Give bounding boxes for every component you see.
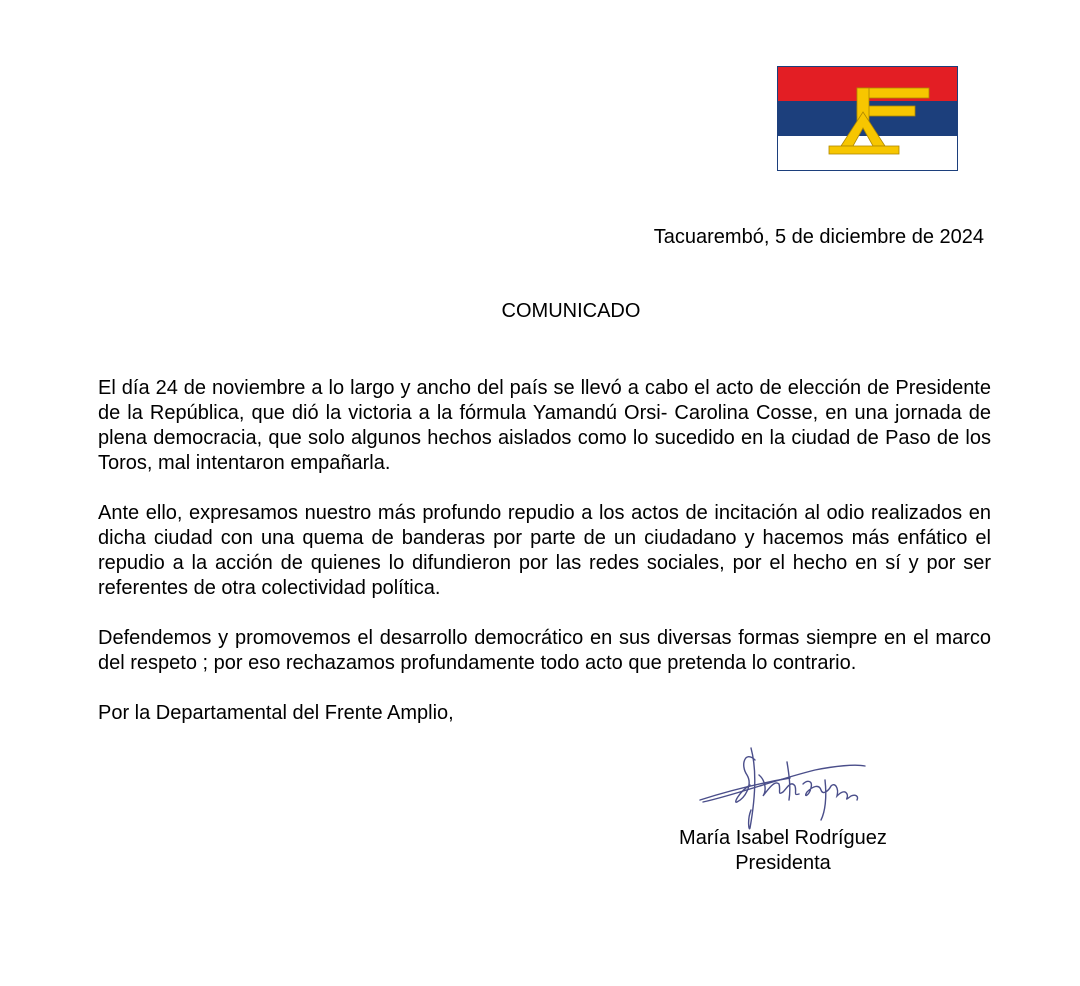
handwritten-signature — [695, 740, 870, 835]
paragraph-2 — [98, 501, 991, 601]
flag-emblem-icon — [777, 66, 958, 171]
signatory-block — [670, 826, 896, 876]
date-line: Tacuarembó, 5 de diciembre de 2024 — [653, 226, 984, 248]
closing-text: Por la Departamental del Frente Amplio, — [98, 702, 454, 724]
paragraph-1 — [98, 376, 991, 476]
closing-line — [98, 701, 991, 726]
signatory-name: María Isabel Rodríguez — [679, 827, 887, 849]
document-title: COMUNICADO — [501, 300, 641, 322]
paragraph-text: Ante ello, expresamos nuestro más profundo repudio a los actos de incitación al odio realizados en dicha ciudad con una quema de banderas por parte de un ciudadano y hacemos más enfático el repudio a la acción de quienes lo difundieron por las redes sociales, por el hecho en sí y por ser referentes de otra colectividad política. — [98, 502, 991, 599]
signatory-role: Presidenta — [735, 852, 831, 874]
paragraph-3 — [98, 626, 991, 676]
paragraph-text: Defendemos y promovemos el desarrollo democrático en sus diversas formas siempre en el marco del respeto ; por eso rechazamos profundamente todo acto que pretenda lo contrario. — [98, 627, 991, 674]
signature-icon — [695, 740, 870, 835]
paragraph-text: El día 24 de noviembre a lo largo y ancho del país se llevó a cabo el acto de elección de Presidente de la República, que dió la victoria a la fórmula Yamandú Orsi- Carolina Cosse, en una jornada de plena democracia, que solo algunos hechos aislados como lo sucedido en la ciudad de Paso de los Toros, mal intentaron empañarla. — [98, 377, 991, 474]
frente-amplio-logo — [777, 66, 958, 171]
